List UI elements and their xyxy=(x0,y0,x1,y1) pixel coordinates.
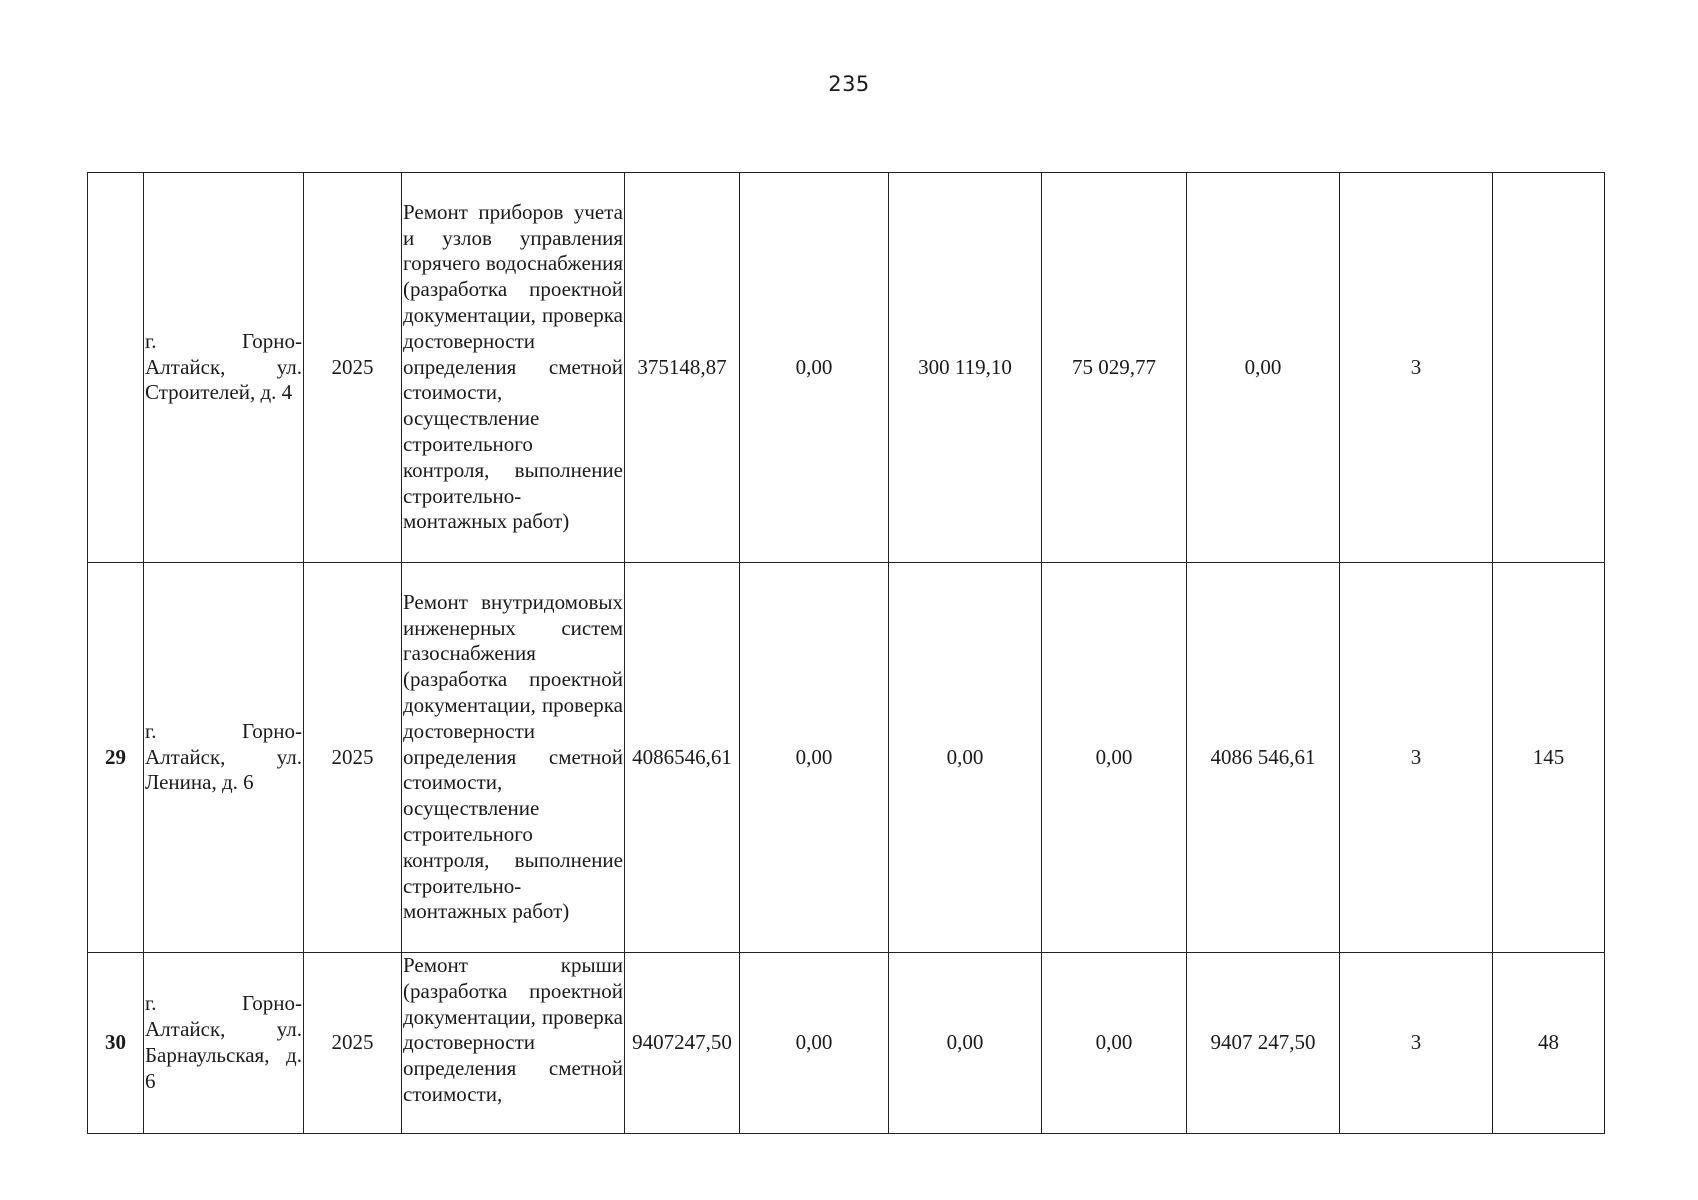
address-cell: г. Горно-Алтайск, ул. Строителей, д. 4 xyxy=(144,173,304,563)
work-description-cell: Ремонт крыши (разработка проектной документации, проверка достоверности определения сметной стоимости, xyxy=(402,953,625,1134)
work-description-cell: Ремонт внутридомовых инженерных систем газоснабжения (разработка проектной документации, проверка достоверности определения сметной стоимости, осуществление строительного контроля, выполнение строительно-монтажных работ) xyxy=(402,563,625,953)
table-row xyxy=(88,173,1605,563)
amount-cell-2: 0,00 xyxy=(889,563,1042,953)
repair-schedule-table xyxy=(87,172,1605,1134)
amount-cell-2: 0,00 xyxy=(889,953,1042,1134)
year-cell: 2025 xyxy=(304,953,402,1134)
amount-cell-4: 4086 546,61 xyxy=(1187,563,1340,953)
value-cell-2 xyxy=(1493,173,1605,563)
address-cell: г. Горно-Алтайск, ул. Барнаульская, д. 6 xyxy=(144,953,304,1134)
value-cell-2: 145 xyxy=(1493,563,1605,953)
amount-cell-1: 0,00 xyxy=(740,173,889,563)
work-description-cell: Ремонт приборов учета и узлов управления горячего водоснабжения (разработка проектной документации, проверка достоверности определения сметной стоимости, осуществление строительного контроля, выполнение строительно-монтажных работ) xyxy=(402,173,625,563)
row-number xyxy=(88,173,144,563)
amount-cell-3: 0,00 xyxy=(1042,953,1187,1134)
value-cell-1: 3 xyxy=(1340,953,1493,1134)
address-cell: г. Горно-Алтайск, ул. Ленина, д. 6 xyxy=(144,563,304,953)
row-number: 30 xyxy=(88,953,144,1134)
value-cell-1: 3 xyxy=(1340,563,1493,953)
table-row xyxy=(88,953,1605,1134)
year-cell: 2025 xyxy=(304,173,402,563)
amount-cell-4: 0,00 xyxy=(1187,173,1340,563)
year-cell: 2025 xyxy=(304,563,402,953)
value-cell-2: 48 xyxy=(1493,953,1605,1134)
row-number: 29 xyxy=(88,563,144,953)
amount-cell-4: 9407 247,50 xyxy=(1187,953,1340,1134)
total-cost-cell: 375148,87 xyxy=(625,173,740,563)
amount-cell-1: 0,00 xyxy=(740,953,889,1134)
value-cell-1: 3 xyxy=(1340,173,1493,563)
amount-cell-1: 0,00 xyxy=(740,563,889,953)
table-row xyxy=(88,563,1605,953)
amount-cell-3: 75 029,77 xyxy=(1042,173,1187,563)
amount-cell-3: 0,00 xyxy=(1042,563,1187,953)
total-cost-cell: 9407247,50 xyxy=(625,953,740,1134)
total-cost-cell: 4086546,61 xyxy=(625,563,740,953)
page-number: 235 xyxy=(828,72,870,96)
amount-cell-2: 300 119,10 xyxy=(889,173,1042,563)
